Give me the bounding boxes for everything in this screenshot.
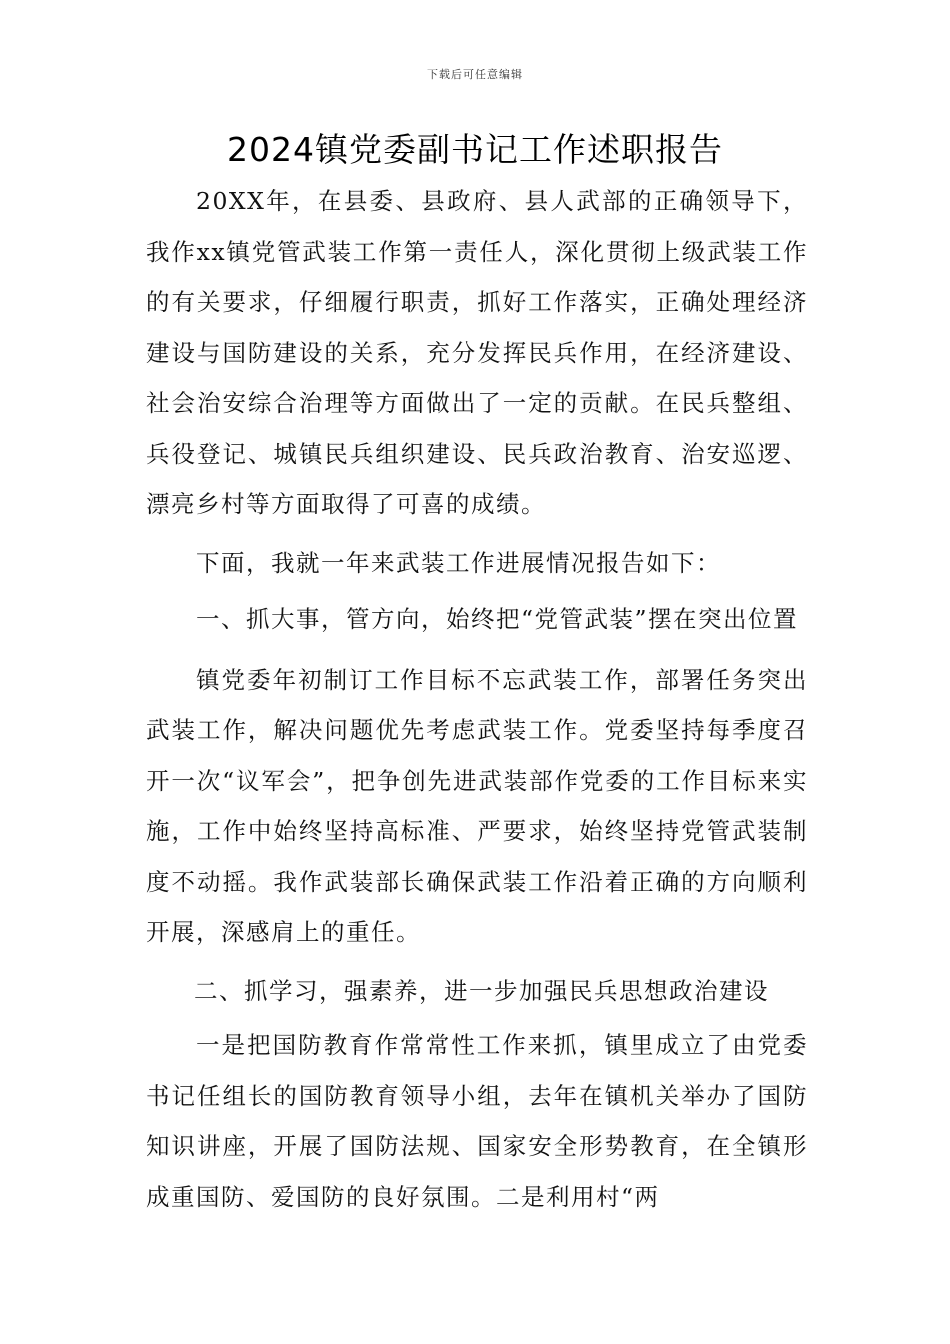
- document-title: 2024镇党委副书记工作述职报告: [227, 130, 723, 169]
- section-heading-1: 一、抓大事，管方向，始终把“党管武装”摆在突出位置: [196, 605, 799, 633]
- paragraph-section-1: 镇党委年初制订工作目标不忘武装工作，部署任务突出武装工作，解决问题优先考虑武装工作。党委坚持每季度召开一次“议军会”，把争创先进武装部作党委的工作目标来实施，工作中始终坚持高标准、严要求，始终坚持党管武装制度不动摇。我作武装部长确保武装工作沿着正确的方向顺利开展，深感肩上的重任。: [146, 665, 808, 946]
- document-body: [146, 176, 808, 1222]
- paragraph-transition: 下面，我就一年来武装工作进展情况报告如下：: [196, 548, 721, 577]
- section-heading-2: 二、抓学习，强素养，进一步加强民兵思想政治建设: [194, 976, 769, 1005]
- paragraph-section-2: 一是把国防教育作常常性工作来抓，镇里成立了由党委书记任组长的国防教育领导小组，去年在镇机关举办了国防知识讲座，开展了国防法规、国家安全形势教育，在全镇形成重国防、爱国防的良好氛围。二是利用村“两: [146, 1031, 808, 1211]
- paragraph-intro: 20XX年，在县委、县政府、县人武部的正确领导下，我作xx镇党管武装工作第一责任人，深化贯彻上级武装工作的有关要求，仔细履行职责，抓好工作落实，正确处理经济建设与国防建设的关系，充分发挥民兵作用，在经济建设、社会治安综合治理等方面做出了一定的贡献。在民兵整组、兵役登记、城镇民兵组织建设、民兵政治教育、治安巡逻、漂亮乡村等方面取得了可喜的成绩。: [146, 187, 808, 518]
- header-note: 下载后可任意编辑: [427, 68, 523, 81]
